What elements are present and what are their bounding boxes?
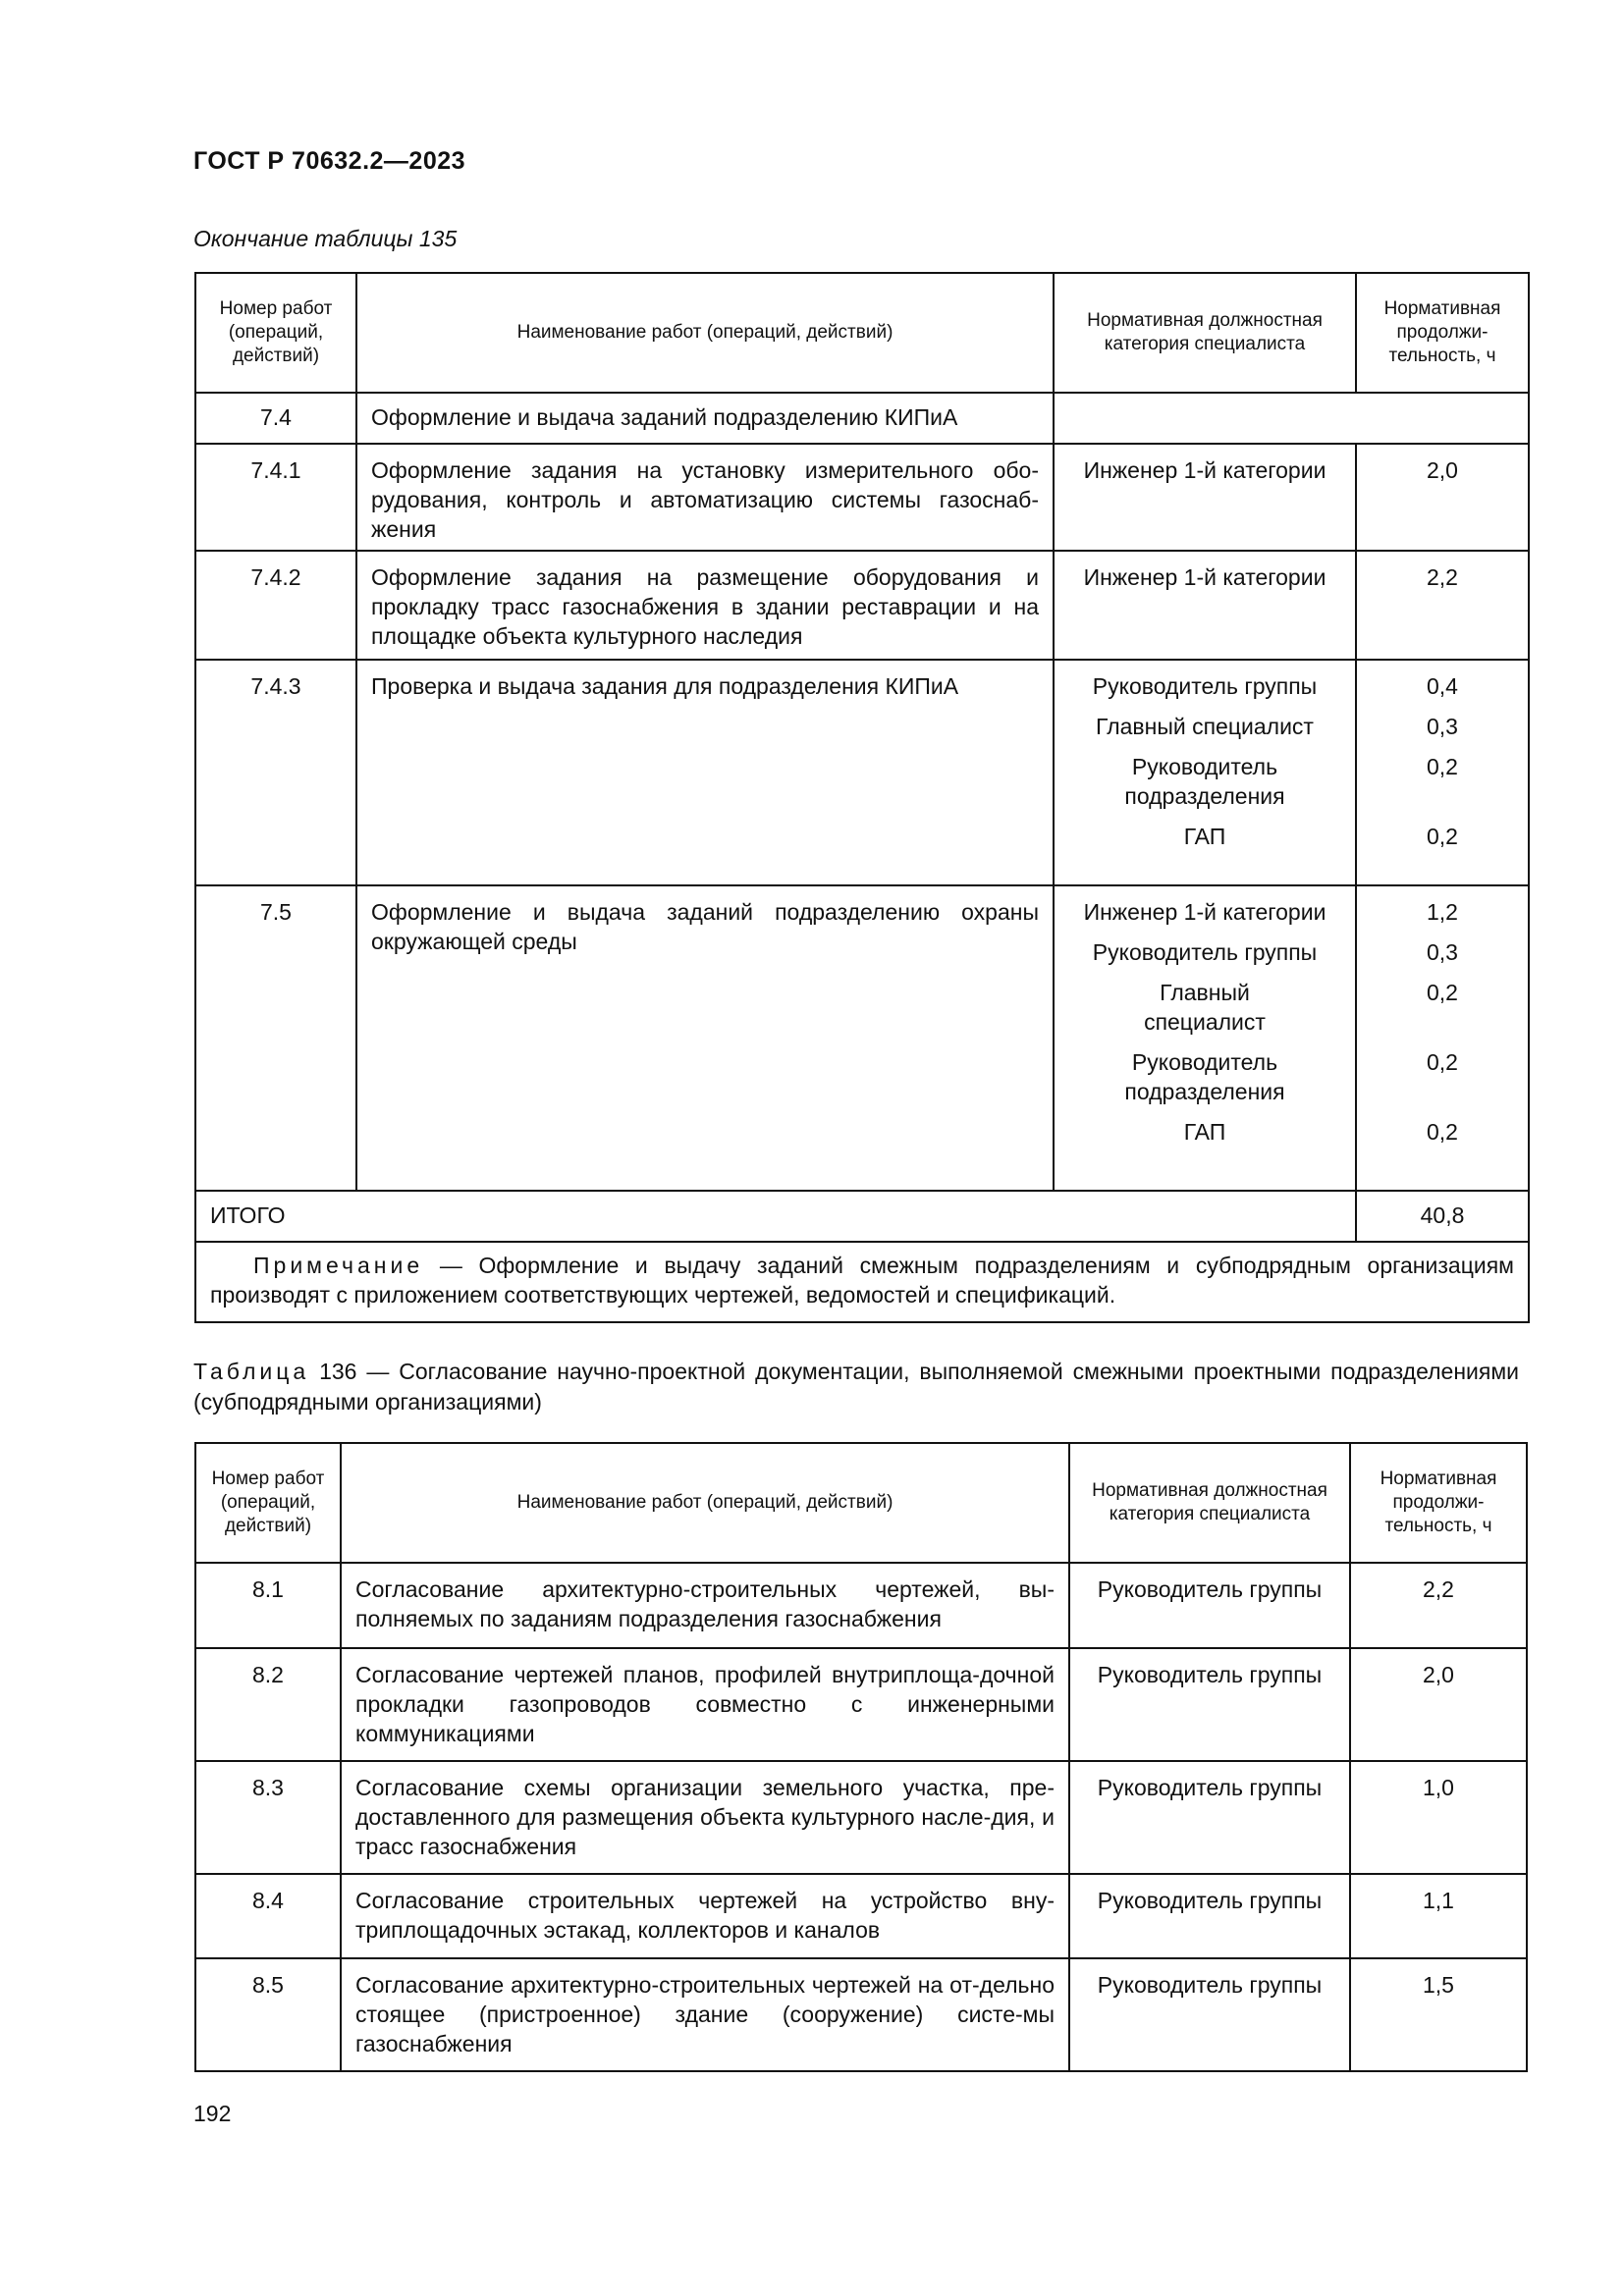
table-header-row [195, 273, 1529, 393]
row-number: 7.4.1 [195, 444, 356, 551]
row-category: Инженер 1-й категории [1054, 551, 1356, 660]
empty-cell [1054, 393, 1529, 444]
caption-text: 136 — Согласование научно-проектной документации, выполняемой смежными проектными подразделениями (субподрядными организациями) [193, 1359, 1519, 1415]
table-row [195, 393, 1529, 444]
row-name: Проверка и выдача задания для подразделения КИПиА [356, 660, 1054, 885]
column-header-number: Номер работ (операций, действий) [195, 1443, 341, 1563]
row-duration: 2,2 [1356, 551, 1529, 660]
row-duration-list [1356, 885, 1529, 1191]
duration-item: 0,2 [1427, 824, 1458, 849]
row-category: Руководитель группы [1069, 1648, 1350, 1761]
category-item: Руководитель подразделения [1124, 754, 1285, 809]
row-duration: 2,2 [1350, 1563, 1527, 1648]
duration-item: 1,2 [1427, 899, 1458, 925]
table-row [195, 1563, 1527, 1648]
category-item: Руководитель подразделения [1124, 1049, 1285, 1104]
row-duration: 2,0 [1350, 1648, 1527, 1761]
row-category: Руководитель группы [1069, 1958, 1350, 2071]
column-header-category: Нормативная должностная категория специалиста [1069, 1443, 1350, 1563]
row-category: Руководитель группы [1069, 1563, 1350, 1648]
category-item: Главный специалист [1144, 980, 1266, 1035]
category-item: ГАП [1183, 1119, 1226, 1145]
table-row [195, 444, 1529, 551]
page-title: ГОСТ Р 70632.2—2023 [193, 147, 466, 175]
caption-label: Таблица [193, 1359, 310, 1384]
row-number: 8.5 [195, 1958, 341, 2071]
table-row [195, 551, 1529, 660]
table-row [195, 660, 1529, 885]
row-duration: 1,1 [1350, 1874, 1527, 1958]
table-note [195, 1242, 1529, 1322]
table-row [195, 1648, 1527, 1761]
duration-item: 0,2 [1427, 980, 1458, 1005]
page-number: 192 [193, 2101, 232, 2126]
row-number: 7.4 [195, 393, 356, 444]
table-136-caption [193, 1357, 1519, 1417]
table-row [195, 1958, 1527, 2071]
row-category-list [1054, 660, 1356, 885]
row-name: Оформление и выдача заданий подразделению КИПиА [356, 393, 1054, 444]
note-label: Примечание [253, 1253, 424, 1278]
row-category: Руководитель группы [1069, 1761, 1350, 1874]
row-name: Оформление задания на размещение оборудования и прокладку трасс газоснабжения в здании реставрации и на площадке объекта культурного наследия [356, 551, 1054, 660]
row-category: Инженер 1-й категории [1054, 444, 1356, 551]
total-row [195, 1191, 1529, 1242]
row-number: 8.3 [195, 1761, 341, 1874]
row-duration: 2,0 [1356, 444, 1529, 551]
duration-item: 0,2 [1427, 1049, 1458, 1075]
category-item: Главный специалист [1096, 714, 1314, 739]
table-row [195, 1761, 1527, 1874]
row-name: Согласование архитектурно-строительных чертежей, вы-полняемых по заданиям подразделения газоснабжения [341, 1563, 1069, 1648]
category-item: Руководитель группы [1092, 939, 1318, 965]
row-category-list [1054, 885, 1356, 1191]
row-category: Руководитель группы [1069, 1874, 1350, 1958]
row-number: 7.4.3 [195, 660, 356, 885]
row-number: 7.5 [195, 885, 356, 1191]
duration-item: 0,3 [1427, 939, 1458, 965]
table-continuation-caption: Окончание таблицы 135 [193, 226, 458, 251]
duration-item: 0,3 [1427, 714, 1458, 739]
column-header-name: Наименование работ (операций, действий) [356, 273, 1054, 393]
table-row [195, 885, 1529, 1191]
category-item: Руководитель группы [1092, 673, 1318, 699]
column-header-number: Номер работ (операций, действий) [195, 273, 356, 393]
total-label: ИТОГО [195, 1191, 1356, 1242]
column-header-category: Нормативная должностная категория специалиста [1054, 273, 1356, 393]
row-name: Согласование строительных чертежей на устройство вну-триплощадочных эстакад, коллекторов и каналов [341, 1874, 1069, 1958]
category-item: ГАП [1183, 824, 1226, 849]
row-name: Согласование архитектурно-строительных чертежей на от-дельно стоящее (пристроенное) здание (сооружение) систе-мы газоснабжения [341, 1958, 1069, 2071]
duration-item: 0,4 [1427, 673, 1458, 699]
row-duration: 1,0 [1350, 1761, 1527, 1874]
row-duration: 1,5 [1350, 1958, 1527, 2071]
row-number: 8.2 [195, 1648, 341, 1761]
row-number: 7.4.2 [195, 551, 356, 660]
row-name: Согласование схемы организации земельного участка, пре-доставленного для размещения объекта культурного насле-дия, и трасс газоснабжения [341, 1761, 1069, 1874]
table-135 [194, 272, 1530, 1323]
row-name: Согласование чертежей планов, профилей внутриплоща-дочной прокладки газопроводов совместно с инженерными коммуникациями [341, 1648, 1069, 1761]
column-header-duration: Нормативная продолжи-тельность, ч [1350, 1443, 1527, 1563]
duration-item: 0,2 [1427, 1119, 1458, 1145]
row-number: 8.4 [195, 1874, 341, 1958]
note-text: — Оформление и выдачу заданий смежным подразделениям и субподрядным организациям производят с приложением соответствующих чертежей, ведомостей и спецификаций. [210, 1253, 1514, 1308]
row-name: Оформление и выдача заданий подразделению охраны окружающей среды [356, 885, 1054, 1191]
row-duration-list [1356, 660, 1529, 885]
column-header-duration: Нормативная продолжи-тельность, ч [1356, 273, 1529, 393]
column-header-name: Наименование работ (операций, действий) [341, 1443, 1069, 1563]
total-value: 40,8 [1356, 1191, 1529, 1242]
row-number: 8.1 [195, 1563, 341, 1648]
category-item: Инженер 1-й категории [1083, 899, 1326, 925]
table-row [195, 1874, 1527, 1958]
row-name: Оформление задания на установку измерительного обо-рудования, контроль и автоматизацию системы газоснаб-жения [356, 444, 1054, 551]
table-header-row [195, 1443, 1527, 1563]
note-row [195, 1242, 1529, 1322]
table-136 [194, 1442, 1528, 2072]
duration-item: 0,2 [1427, 754, 1458, 779]
